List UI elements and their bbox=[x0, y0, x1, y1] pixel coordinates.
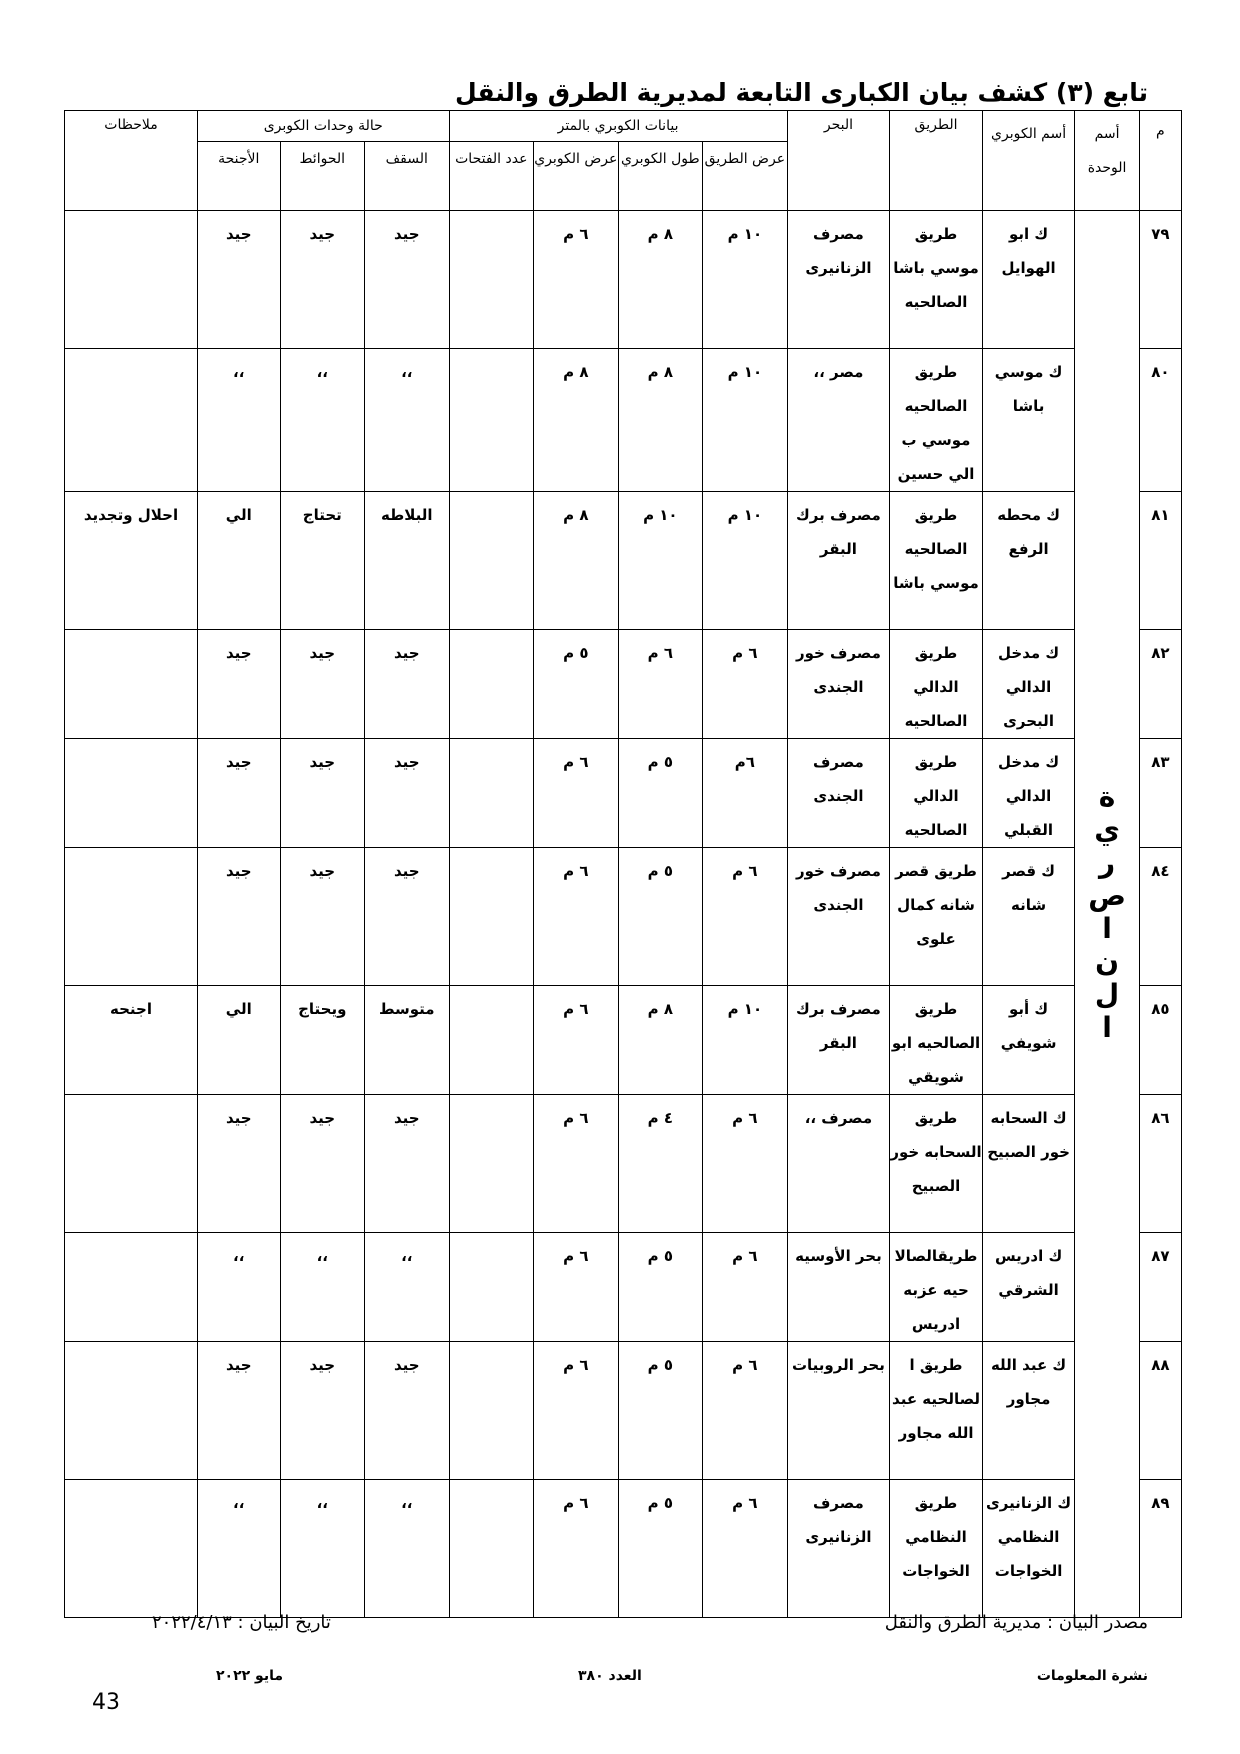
openings-count bbox=[449, 1095, 534, 1233]
notes: احلال وتجديد bbox=[65, 492, 198, 630]
footer-issue: العدد ٣٨٠ bbox=[578, 1668, 642, 1684]
openings-count bbox=[449, 1233, 534, 1342]
openings-count bbox=[449, 1342, 534, 1480]
canal-name: مصر ،، bbox=[787, 349, 890, 492]
ceiling-status: ،، bbox=[365, 1480, 450, 1618]
canal-name: مصرف برك البقر bbox=[787, 986, 890, 1095]
table-row bbox=[65, 1342, 1182, 1480]
table-row bbox=[65, 630, 1182, 739]
header-notes: ملاحظات bbox=[65, 111, 198, 211]
bridge-width: ٦ م bbox=[534, 1095, 619, 1233]
bridge-length: ١٠ م bbox=[618, 492, 703, 630]
footer-month: مايو ٢٠٢٢ bbox=[216, 1668, 284, 1684]
canal-name: مصرف الزنانيرى bbox=[787, 211, 890, 349]
bridge-length: ٦ م bbox=[618, 630, 703, 739]
page-number: 43 bbox=[92, 1690, 120, 1715]
notes bbox=[65, 630, 198, 739]
road-width: ٦ م bbox=[703, 1342, 788, 1480]
road-name: طريق موسي باشا الصالحيه bbox=[890, 211, 983, 349]
bridge-name: ك ابو الهوايل bbox=[982, 211, 1075, 349]
ceiling-status: جيد bbox=[365, 739, 450, 848]
canal-name: مصرف الزنانيرى bbox=[787, 1480, 890, 1618]
header-bridge-length: طول الكوبري bbox=[618, 142, 703, 211]
row-number: ٨٠ bbox=[1139, 349, 1181, 492]
footer-publication: نشرة المعلومات bbox=[1036, 1668, 1148, 1684]
header-road-width: عرض الطريق bbox=[703, 142, 788, 211]
table-row bbox=[65, 1233, 1182, 1342]
canal-name: مصرف خور الجندى bbox=[787, 630, 890, 739]
road-width: ٦ م bbox=[703, 848, 788, 986]
road-width: ١٠ م bbox=[703, 492, 788, 630]
bridge-length: ٨ م bbox=[618, 986, 703, 1095]
road-name: طريقالصالا حيه عزبه ادريس bbox=[890, 1233, 983, 1342]
table-row bbox=[65, 492, 1182, 630]
openings-count bbox=[449, 739, 534, 848]
canal-name: مصرف الجندى bbox=[787, 739, 890, 848]
notes bbox=[65, 1233, 198, 1342]
header-unit: أسم الوحدة bbox=[1075, 111, 1139, 211]
bridge-name: ك موسي باشا bbox=[982, 349, 1075, 492]
bridge-width: ٦ م bbox=[534, 848, 619, 986]
table-row bbox=[65, 739, 1182, 848]
bridge-width: ٦ م bbox=[534, 739, 619, 848]
canal-name: مصرف برك البقر bbox=[787, 492, 890, 630]
openings-count bbox=[449, 492, 534, 630]
road-name: طريق قصر شانه كمال علوى bbox=[890, 848, 983, 986]
wings-status: ،، bbox=[197, 1233, 280, 1342]
ceiling-status: جيد bbox=[365, 1342, 450, 1480]
wings-status: الي bbox=[197, 492, 280, 630]
road-width: ٦ م bbox=[703, 1233, 788, 1342]
ceiling-status: متوسط bbox=[365, 986, 450, 1095]
row-number: ٨٤ bbox=[1139, 848, 1181, 986]
bridge-name: ك محطه الرفع bbox=[982, 492, 1075, 630]
bridge-length: ٥ م bbox=[618, 848, 703, 986]
ceiling-status: جيد bbox=[365, 211, 450, 349]
walls-status: ،، bbox=[280, 1480, 365, 1618]
row-number: ٨٢ bbox=[1139, 630, 1181, 739]
openings-count bbox=[449, 986, 534, 1095]
bridge-width: ٨ م bbox=[534, 349, 619, 492]
ceiling-status: جيد bbox=[365, 630, 450, 739]
road-name: طريق ا لصالحيه عبد الله مجاور bbox=[890, 1342, 983, 1480]
bridge-length: ٨ م bbox=[618, 211, 703, 349]
walls-status: تحتاج bbox=[280, 492, 365, 630]
walls-status: جيد bbox=[280, 1342, 365, 1480]
road-name: طريق الصالحيه موسي ب الي حسين bbox=[890, 349, 983, 492]
header-road: الطريق bbox=[890, 111, 983, 211]
header-bridge-width: عرض الكوبري bbox=[534, 142, 619, 211]
unit-cell bbox=[1075, 211, 1139, 1618]
walls-status: ،، bbox=[280, 349, 365, 492]
openings-count bbox=[449, 211, 534, 349]
header-bridge: أسم الكوبري bbox=[982, 111, 1075, 211]
road-name: طريق السحابه خور الصبيح bbox=[890, 1095, 983, 1233]
wings-status: جيد bbox=[197, 630, 280, 739]
notes: اجنحه bbox=[65, 986, 198, 1095]
row-number: ٨٩ bbox=[1139, 1480, 1181, 1618]
header-status: حالة وحدات الكوبرى bbox=[197, 111, 449, 142]
walls-status: جيد bbox=[280, 1095, 365, 1233]
header-bridge-data: بيانات الكوبري بالمتر bbox=[449, 111, 787, 142]
table-row bbox=[65, 349, 1182, 492]
notes bbox=[65, 1342, 198, 1480]
header-walls: الحوائط bbox=[280, 142, 365, 211]
bridge-width: ٥ م bbox=[534, 630, 619, 739]
row-number: ٨١ bbox=[1139, 492, 1181, 630]
table-row bbox=[65, 986, 1182, 1095]
row-number: ٨٣ bbox=[1139, 739, 1181, 848]
ceiling-status: البلاطه bbox=[365, 492, 450, 630]
bridge-length: ٥ م bbox=[618, 739, 703, 848]
table-row bbox=[65, 848, 1182, 986]
walls-status: جيد bbox=[280, 630, 365, 739]
page-title: تابع (٣) كشف بيان الكبارى التابعة لمديرية الطرق والنقل bbox=[455, 78, 1148, 107]
walls-status: جيد bbox=[280, 211, 365, 349]
header-num: م bbox=[1139, 111, 1181, 211]
bridge-width: ٦ م bbox=[534, 986, 619, 1095]
ceiling-status: ،، bbox=[365, 349, 450, 492]
canal-name: بحر الروبيات bbox=[787, 1342, 890, 1480]
road-width: ١٠ م bbox=[703, 349, 788, 492]
wings-status: الي bbox=[197, 986, 280, 1095]
walls-status: جيد bbox=[280, 739, 365, 848]
bridge-name: ك عبد الله مجاور bbox=[982, 1342, 1075, 1480]
unit-name: الناصرية bbox=[1090, 780, 1124, 1044]
road-width: ١٠ م bbox=[703, 986, 788, 1095]
notes bbox=[65, 1095, 198, 1233]
bridge-name: ك مدخل الدالي البحرى bbox=[982, 630, 1075, 739]
bridge-length: ٥ م bbox=[618, 1233, 703, 1342]
header-ceiling: السقف bbox=[365, 142, 450, 211]
wings-status: ،، bbox=[197, 1480, 280, 1618]
wings-status: جيد bbox=[197, 739, 280, 848]
bridge-width: ٨ م bbox=[534, 492, 619, 630]
header-wings: الأجنحة bbox=[197, 142, 280, 211]
walls-status: ،، bbox=[280, 1233, 365, 1342]
ceiling-status: ،، bbox=[365, 1233, 450, 1342]
road-name: طريق الدالي الصالحيه bbox=[890, 630, 983, 739]
bridge-name: ك السحابه خور الصبيح bbox=[982, 1095, 1075, 1233]
notes bbox=[65, 739, 198, 848]
table-row bbox=[65, 211, 1182, 349]
wings-status: جيد bbox=[197, 1342, 280, 1480]
road-width: ٦ م bbox=[703, 1480, 788, 1618]
openings-count bbox=[449, 1480, 534, 1618]
openings-count bbox=[449, 349, 534, 492]
road-name: طريق الصالحيه موسي باشا bbox=[890, 492, 983, 630]
road-width: ٦ م bbox=[703, 630, 788, 739]
bridge-name: ك مدخل الدالي القبلي bbox=[982, 739, 1075, 848]
ceiling-status: جيد bbox=[365, 848, 450, 986]
road-width: ٦ م bbox=[703, 1095, 788, 1233]
canal-name: مصرف خور الجندى bbox=[787, 848, 890, 986]
table-row bbox=[65, 1095, 1182, 1233]
walls-status: جيد bbox=[280, 848, 365, 986]
road-name: طريق النظامي الخواجات bbox=[890, 1480, 983, 1618]
bridge-length: ٥ م bbox=[618, 1480, 703, 1618]
row-number: ٨٦ bbox=[1139, 1095, 1181, 1233]
bridge-length: ٨ م bbox=[618, 349, 703, 492]
road-width: ١٠ م bbox=[703, 211, 788, 349]
openings-count bbox=[449, 630, 534, 739]
data-source: مصدر البيان : مديرية الطرق والنقل bbox=[884, 1612, 1148, 1633]
road-name: طريق الصالحيه ابو شويقي bbox=[890, 986, 983, 1095]
bridge-name: ك الزنانيرى النظامي الخواجات bbox=[982, 1480, 1075, 1618]
notes bbox=[65, 211, 198, 349]
notes bbox=[65, 1480, 198, 1618]
notes bbox=[65, 848, 198, 986]
canal-name: بحر الأوسيه bbox=[787, 1233, 890, 1342]
ceiling-status: جيد bbox=[365, 1095, 450, 1233]
road-name: طريق الدالي الصالحيه bbox=[890, 739, 983, 848]
notes bbox=[65, 349, 198, 492]
row-number: ٨٨ bbox=[1139, 1342, 1181, 1480]
header-openings: عدد الفتحات bbox=[449, 142, 534, 211]
wings-status: جيد bbox=[197, 211, 280, 349]
canal-name: مصرف ،، bbox=[787, 1095, 890, 1233]
wings-status: ،، bbox=[197, 349, 280, 492]
row-number: ٧٩ bbox=[1139, 211, 1181, 349]
wings-status: جيد bbox=[197, 848, 280, 986]
bridges-table bbox=[64, 110, 1182, 1618]
bridge-width: ٦ م bbox=[534, 1233, 619, 1342]
bridge-name: ك أبو شويفي bbox=[982, 986, 1075, 1095]
bridge-width: ٦ م bbox=[534, 1480, 619, 1618]
header-canal: البحر bbox=[787, 111, 890, 211]
table-body bbox=[65, 211, 1182, 1618]
row-number: ٨٧ bbox=[1139, 1233, 1181, 1342]
bridge-length: ٥ م bbox=[618, 1342, 703, 1480]
bridge-name: ك ادريس الشرقي bbox=[982, 1233, 1075, 1342]
wings-status: جيد bbox=[197, 1095, 280, 1233]
bridge-name: ك قصر شانه bbox=[982, 848, 1075, 986]
data-date: تاريخ البيان : ٢٠٢٢/٤/١٣ bbox=[152, 1612, 331, 1633]
walls-status: ويحتاج bbox=[280, 986, 365, 1095]
openings-count bbox=[449, 848, 534, 986]
bridge-width: ٦ م bbox=[534, 1342, 619, 1480]
row-number: ٨٥ bbox=[1139, 986, 1181, 1095]
bridge-length: ٤ م bbox=[618, 1095, 703, 1233]
table-row bbox=[65, 1480, 1182, 1618]
road-width: ٦م bbox=[703, 739, 788, 848]
bridge-width: ٦ م bbox=[534, 211, 619, 349]
